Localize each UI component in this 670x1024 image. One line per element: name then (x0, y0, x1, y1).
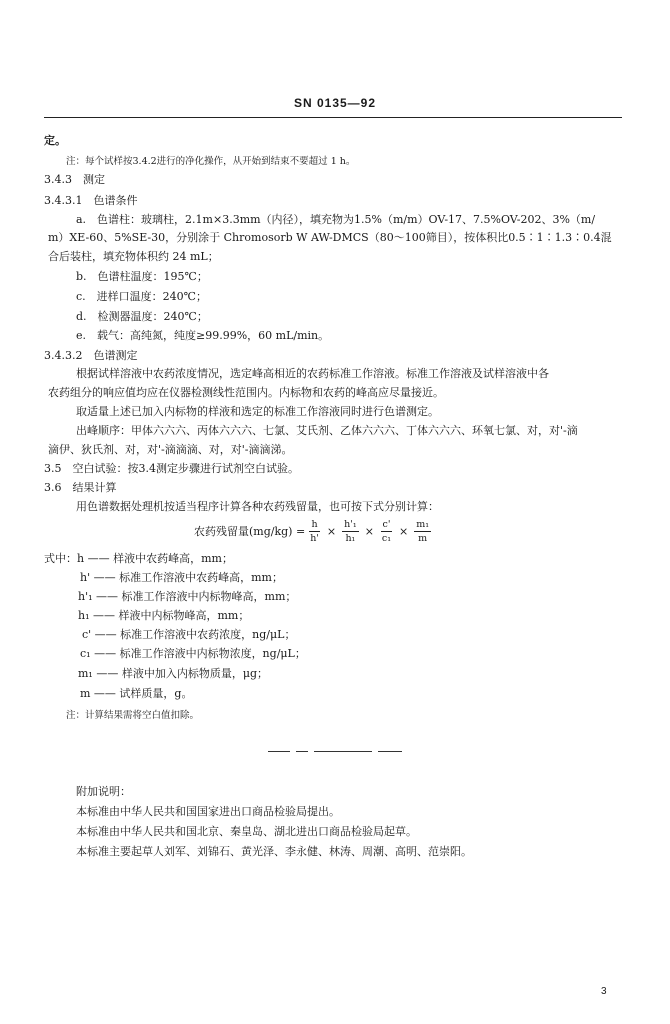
section-heading: 3.6 结果计算 (44, 481, 117, 494)
formula-numerator: h'₁ (344, 518, 357, 530)
where-line: m₁ —— 样液中加入内标物质量，μg； (78, 667, 269, 680)
formula-numerator: h (311, 518, 318, 530)
paragraph-line: a. 色谱柱：玻璃柱，2.1m×3.3mm（内径），填充物为1.5%（m/m）OV-17、7.5%OV-202、3%（m/ (76, 213, 596, 226)
formula-numerator: m₁ (416, 518, 430, 530)
note-text: 注：计算结果需将空白值扣除。 (66, 710, 200, 721)
formula-denominator: m (418, 532, 428, 544)
appendix-line: 本标准由中华人民共和国国家进出口商品检验局提出。 (76, 805, 340, 818)
divider-line (314, 751, 372, 752)
section-heading: 3.5 空白试验：按3.4测定步骤进行试剂空白试验。 (44, 462, 299, 475)
note-text: 注：每个试样按3.4.2进行的净化操作，从开始到结束不要超过 1 h。 (66, 156, 356, 167)
appendix-line: 本标准主要起草人刘军、刘锦石、黄光泽、李永健、林涛、周潮、高明、范崇阳。 (76, 845, 472, 858)
where-line: h₁ —— 样液中内标物峰高，mm； (78, 609, 250, 622)
times-sign: × (326, 524, 337, 538)
appendix-heading: 附加说明： (76, 785, 131, 798)
where-line: m —— 试样质量，g。 (80, 687, 193, 700)
list-item: d. 检测器温度：240℃； (76, 310, 208, 323)
formula-denominator: c₁ (381, 532, 392, 544)
paragraph-line: 取适量上述已加入内标物的样液和选定的标准工作溶液同时进行色谱测定。 (76, 405, 439, 418)
header-rule (44, 117, 622, 118)
appendix-line: 本标准由中华人民共和国北京、秦皇岛、湖北进出口商品检验局起草。 (76, 825, 417, 838)
formula-fraction (342, 519, 359, 544)
where-line: 式中：h —— 样液中农药峰高，mm； (44, 552, 233, 565)
paragraph-line: m）XE-60、5%SE-30，分别涂于 Chromosorb W AW-DMCS（80～100筛目），按体积比0.5∶1∶1.3∶0.4混 (48, 231, 612, 244)
formula-fraction (380, 519, 393, 544)
where-line: h' —— 标准工作溶液中农药峰高，mm； (80, 571, 283, 584)
subsection-heading: 3.4.3.1 色谱条件 (44, 194, 138, 207)
divider-line (378, 751, 402, 752)
list-item: b. 色谱柱温度：195℃； (76, 270, 208, 283)
paragraph-line: 出峰顺序：甲体六六六、丙体六六六、七氯、艾氏剂、乙体六六六、丁体六六六、环氧七氯、对，对'-滴 (76, 424, 578, 437)
paragraph-line: 合后装柱，填充物体积约 24 mL； (48, 250, 219, 263)
paragraph-line: 用色谱数据处理机按适当程序计算各种农药残留量，也可按下式分别计算： (76, 500, 439, 513)
times-sign: × (364, 524, 374, 538)
subsection-heading: 3.4.3.2 色谱测定 (44, 349, 138, 362)
formula-fraction (308, 519, 321, 544)
divider-line (296, 751, 308, 752)
paragraph-line: 根据试样溶液中农药浓度情况，选定峰高相近的农药标准工作溶液。标准工作溶液及试样溶液中各 (76, 367, 549, 380)
divider-line (268, 751, 290, 752)
residue-formula (194, 516, 434, 546)
page-number: 3 (601, 986, 607, 997)
where-line: c₁ —— 标准工作溶液中内标物浓度，ng/μL； (80, 647, 306, 660)
list-item: c. 进样口温度：240℃； (76, 290, 207, 303)
paragraph-line: 滴伊、狄氏剂、对，对'-滴滴滴、对，对'-滴滴涕。 (48, 443, 293, 456)
formula-denominator: h₁ (345, 532, 356, 544)
continued-text: 定。 (44, 134, 66, 147)
page-header-title: SN 0135—92 (293, 96, 377, 110)
formula-lhs: 农药残留量(mg/kg) = (194, 525, 306, 538)
section-heading: 3.4.3 测定 (44, 173, 105, 186)
where-line: h'₁ —— 标准工作溶液中内标物峰高，mm； (78, 590, 297, 603)
formula-denominator: h' (310, 532, 319, 544)
formula-fraction (414, 519, 431, 544)
list-item: e. 载气：高纯氮，纯度≥99.99%，60 mL/min。 (76, 329, 330, 342)
times-sign: × (399, 524, 409, 538)
formula-numerator: c' (382, 518, 391, 530)
where-line: c' —— 标准工作溶液中农药浓度，ng/μL； (82, 628, 296, 641)
paragraph-line: 农药组分的响应值均应在仪器检测线性范围内。内标物和农药的峰高应尽量接近。 (48, 386, 444, 399)
